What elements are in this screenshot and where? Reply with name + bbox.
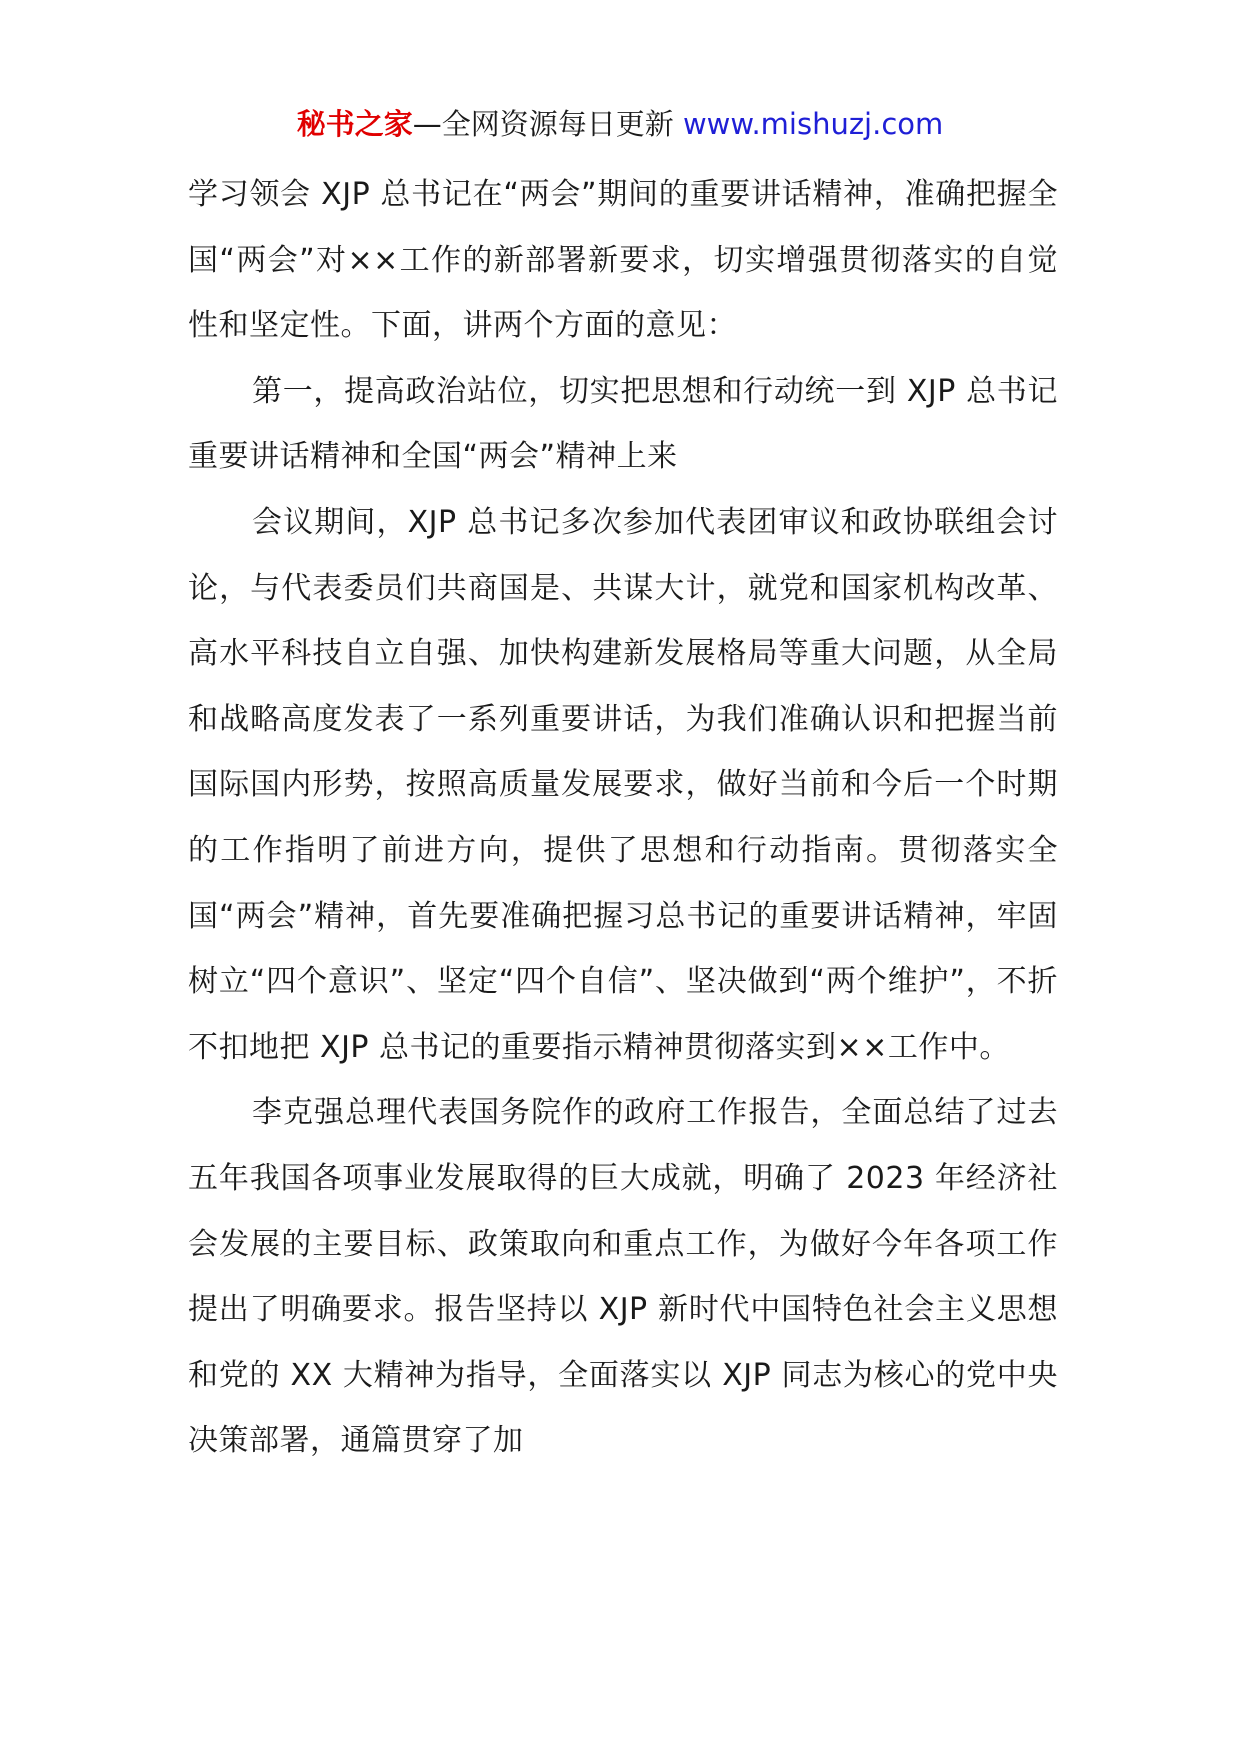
document-body (188, 162, 1058, 1474)
paragraph-intro: 学习领会 XJP 总书记在“两会”期间的重要讲话精神，准确把握全国“两会”对××工作的新部署新要求，切实增强贯彻落实的自觉性和坚定性。下面，讲两个方面的意见： (188, 177, 1058, 344)
paragraph: 会议期间，XJP 总书记多次参加代表团审议和政协联组会讨论，与代表委员们共商国是、共谋大计，就党和国家机构改革、高水平科技自立自强、加快构建新发展格局等重大问题，从全局和战略高度发表了一系列重要讲话，为我们准确认识和把握当前国际国内形势，按照高质量发展要求，做好当前和今后一个时期的工作指明了前进方向，提供了思想和行动指南。贯彻落实全国“两会”精神，首先要准确把握习总书记的重要讲话精神，牢固树立“四个意识”、坚定“四个自信”、坚决做到“两个维护”，不折不扣地把 XJP 总书记的重要指示精神贯彻落实到××工作中。 (188, 504, 1058, 1065)
header-tagline: —全网资源每日更新 (412, 107, 683, 141)
paragraph: 李克强总理代表国务院作的政府工作报告，全面总结了过去五年我国各项事业发展取得的巨大成就，明确了 2023 年经济社会发展的主要目标、政策取向和重点工作，为做好今年各项工作提出了明确要求。报告坚持以 XJP 新时代中国特色社会主义思想和党的 XX 大精神为指导，全面落实以 XJP 同志为核心的党中央决策部署，通篇贯穿了加 (188, 1095, 1058, 1459)
header-url[interactable]: www.mishuzj.com (682, 107, 944, 141)
page-header (0, 102, 1240, 146)
brand-name: 秘书之家 (296, 107, 413, 141)
section-heading: 第一，提高政治站位，切实把思想和行动统一到 XJP 总书记重要讲话精神和全国“两会”精神上来 (188, 373, 1058, 475)
